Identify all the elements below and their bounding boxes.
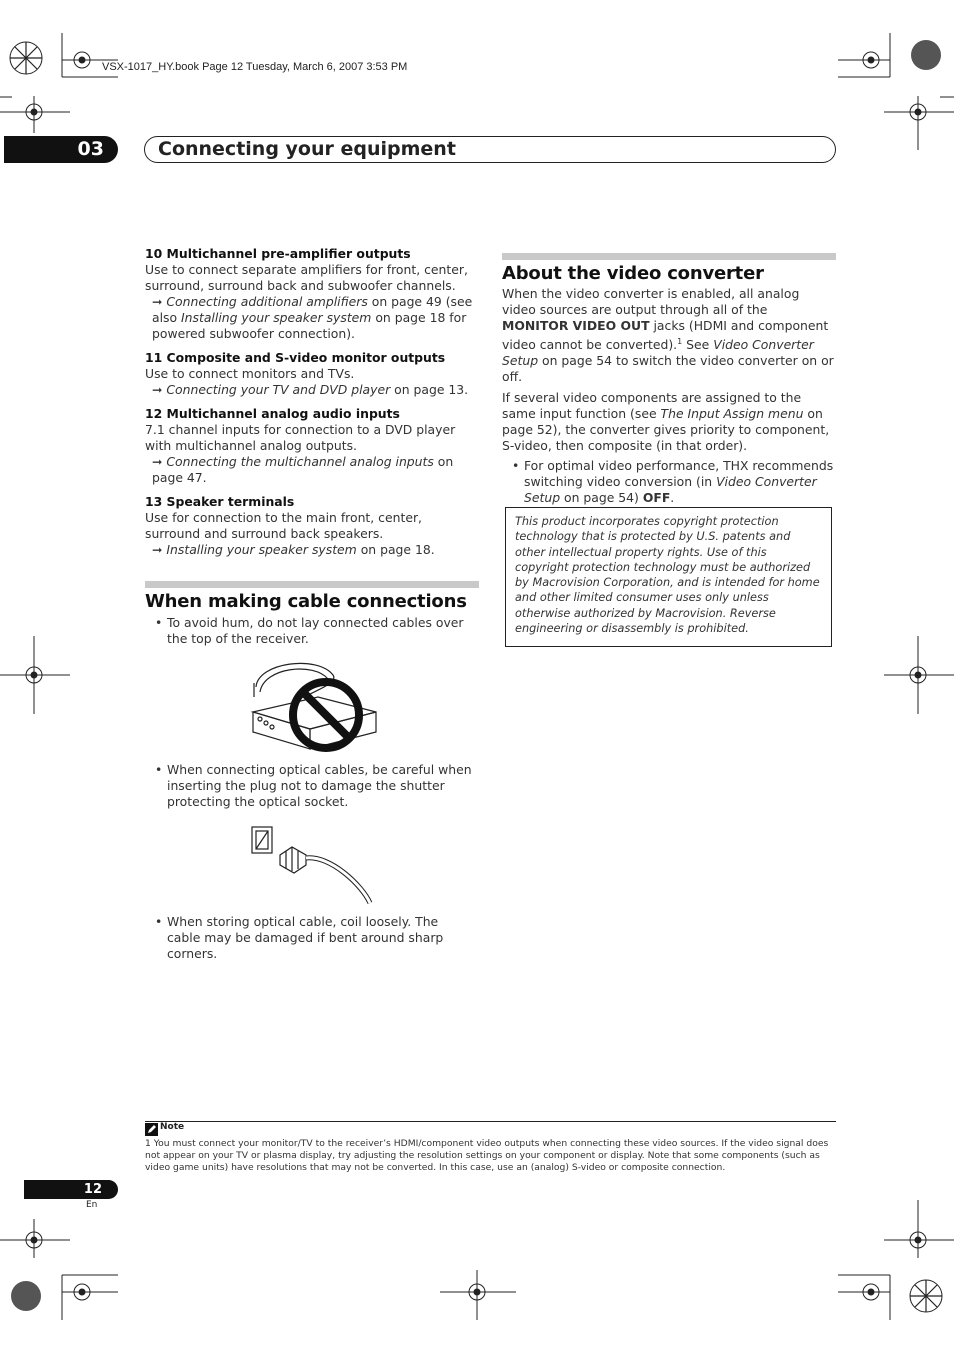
ref-text: on page 49 (see also xyxy=(152,294,473,325)
ref-link-text: Installing your speaker system xyxy=(166,542,357,557)
item-reference xyxy=(145,294,480,342)
arrow-icon: ➞ xyxy=(152,382,163,397)
jack-name: MONITOR VIDEO OUT xyxy=(502,318,650,333)
footnote-text: 1 You must connect your monitor/TV to the receiver’s HDMI/component video outputs when connecting these video sources. If the video signal does not appear on your TV or plasma display, try adjusting the resolution settings on your component or display. Note that some components (such as video game units) have resolutions that may not be converted. In this case, use an (analog) S-video or composite connection. xyxy=(145,1138,829,1173)
video-converter-para-1 xyxy=(502,286,836,385)
arrow-icon: ➞ xyxy=(152,294,163,309)
section-title-video-converter: About the video converter xyxy=(502,263,764,284)
ref-link-text: Installing your speaker system xyxy=(181,310,372,325)
note-label: Note xyxy=(160,1122,185,1132)
text: When the video converter is enabled, all analog video sources are output through all of the xyxy=(502,286,800,317)
note-divider xyxy=(145,1121,836,1122)
cable-bullet-3 xyxy=(145,914,475,962)
item-reference xyxy=(145,542,480,558)
receiver-cable-prohibited-illustration xyxy=(248,657,388,757)
cable-bullet-2 xyxy=(145,762,475,810)
left-column xyxy=(145,246,480,558)
section-title-cables: When making cable connections xyxy=(145,591,467,612)
section-bar xyxy=(502,253,836,260)
text: jacks (HDMI and component video cannot be converted). xyxy=(502,318,829,353)
text: . xyxy=(670,490,675,506)
text: on page 52), the converter gives priority to component, S-video, then composite (in that order). xyxy=(502,406,830,454)
text: on page 54) xyxy=(560,490,643,506)
ref-link-text: Connecting your TV and DVD player xyxy=(166,382,391,397)
item-heading: 12 Multichannel analog audio inputs xyxy=(145,406,400,421)
item-reference xyxy=(145,454,480,486)
item-heading: 10 Multichannel pre-amplifier outputs xyxy=(145,246,411,261)
arrow-icon: ➞ xyxy=(152,454,163,469)
ref-text: on page 47. xyxy=(152,454,454,485)
chapter-title: Connecting your equipment xyxy=(158,138,456,160)
language-label: En xyxy=(86,1200,98,1210)
section-bar xyxy=(145,581,479,588)
text: on page 54 to switch the video converter on or off. xyxy=(502,353,834,385)
page-number-tab: 12 xyxy=(24,1180,118,1199)
footnote-marker: 1 xyxy=(677,337,683,346)
arrow-icon: ➞ xyxy=(152,542,163,557)
optical-cable-illustration xyxy=(250,825,380,910)
setting-value: OFF xyxy=(642,490,671,506)
cable-bullet-1 xyxy=(145,615,475,647)
text: See xyxy=(682,337,714,353)
chapter-number-tab: 03 xyxy=(4,136,118,163)
ref-text: on page 18. xyxy=(356,542,435,557)
menu-ref: Video Converter Setup xyxy=(502,337,814,369)
note-pencil-icon xyxy=(145,1123,158,1136)
video-converter-para-2 xyxy=(502,390,836,454)
item-reference xyxy=(145,382,480,398)
item-body: Use for connection to the main front, center, surround and surround back speakers. xyxy=(145,510,422,541)
item-heading: 13 Speaker terminals xyxy=(145,494,295,509)
bullet-text: • When storing optical cable, coil loosely. The cable may be damaged if bent around sharp corners. xyxy=(145,914,475,962)
ref-link-text: Connecting the multichannel analog inputs xyxy=(166,454,434,469)
print-header: VSX-1017_HY.book Page 12 Tuesday, March 6, 2007 3:53 PM xyxy=(102,61,408,73)
text: For optimal video performance, THX recommends switching video conversion (in xyxy=(524,458,834,490)
item-body: Use to connect monitors and TVs. xyxy=(145,366,355,381)
item-heading: 11 Composite and S-video monitor outputs xyxy=(145,350,446,365)
ref-text: on page 18 for powered subwoofer connection). xyxy=(152,310,467,341)
menu-ref: Video Converter Setup xyxy=(524,474,817,506)
item-body: Use to connect separate amplifiers for front, center, surround, surround back and subwoofer channels. xyxy=(145,262,468,293)
bullet-text: • To avoid hum, do not lay connected cables over the top of the receiver. xyxy=(145,615,475,647)
right-column xyxy=(502,286,836,506)
ref-text: on page 13. xyxy=(390,382,469,397)
text: If several video components are assigned to the same input function (see xyxy=(502,390,802,422)
copyright-notice-box: This product incorporates copyright protection technology that is protected by U.S. patents and other intellectual property rights. Use of this copyright protection technology must be authorized by Macrovision Corporation, and is intended for home and other limited consumer uses only unless otherwise authorized by Macrovision. Reverse engineering or disassembly is prohibited. xyxy=(505,507,832,647)
menu-ref: The Input Assign menu xyxy=(660,406,804,422)
bullet-text: • When connecting optical cables, be careful when inserting the plug not to damage the shutter protecting the optical socket. xyxy=(145,762,475,810)
ref-link-text: Connecting additional amplifiers xyxy=(166,294,368,309)
item-body: 7.1 channel inputs for connection to a DVD player with multichannel analog outputs. xyxy=(145,422,456,453)
video-converter-bullet xyxy=(502,458,836,506)
